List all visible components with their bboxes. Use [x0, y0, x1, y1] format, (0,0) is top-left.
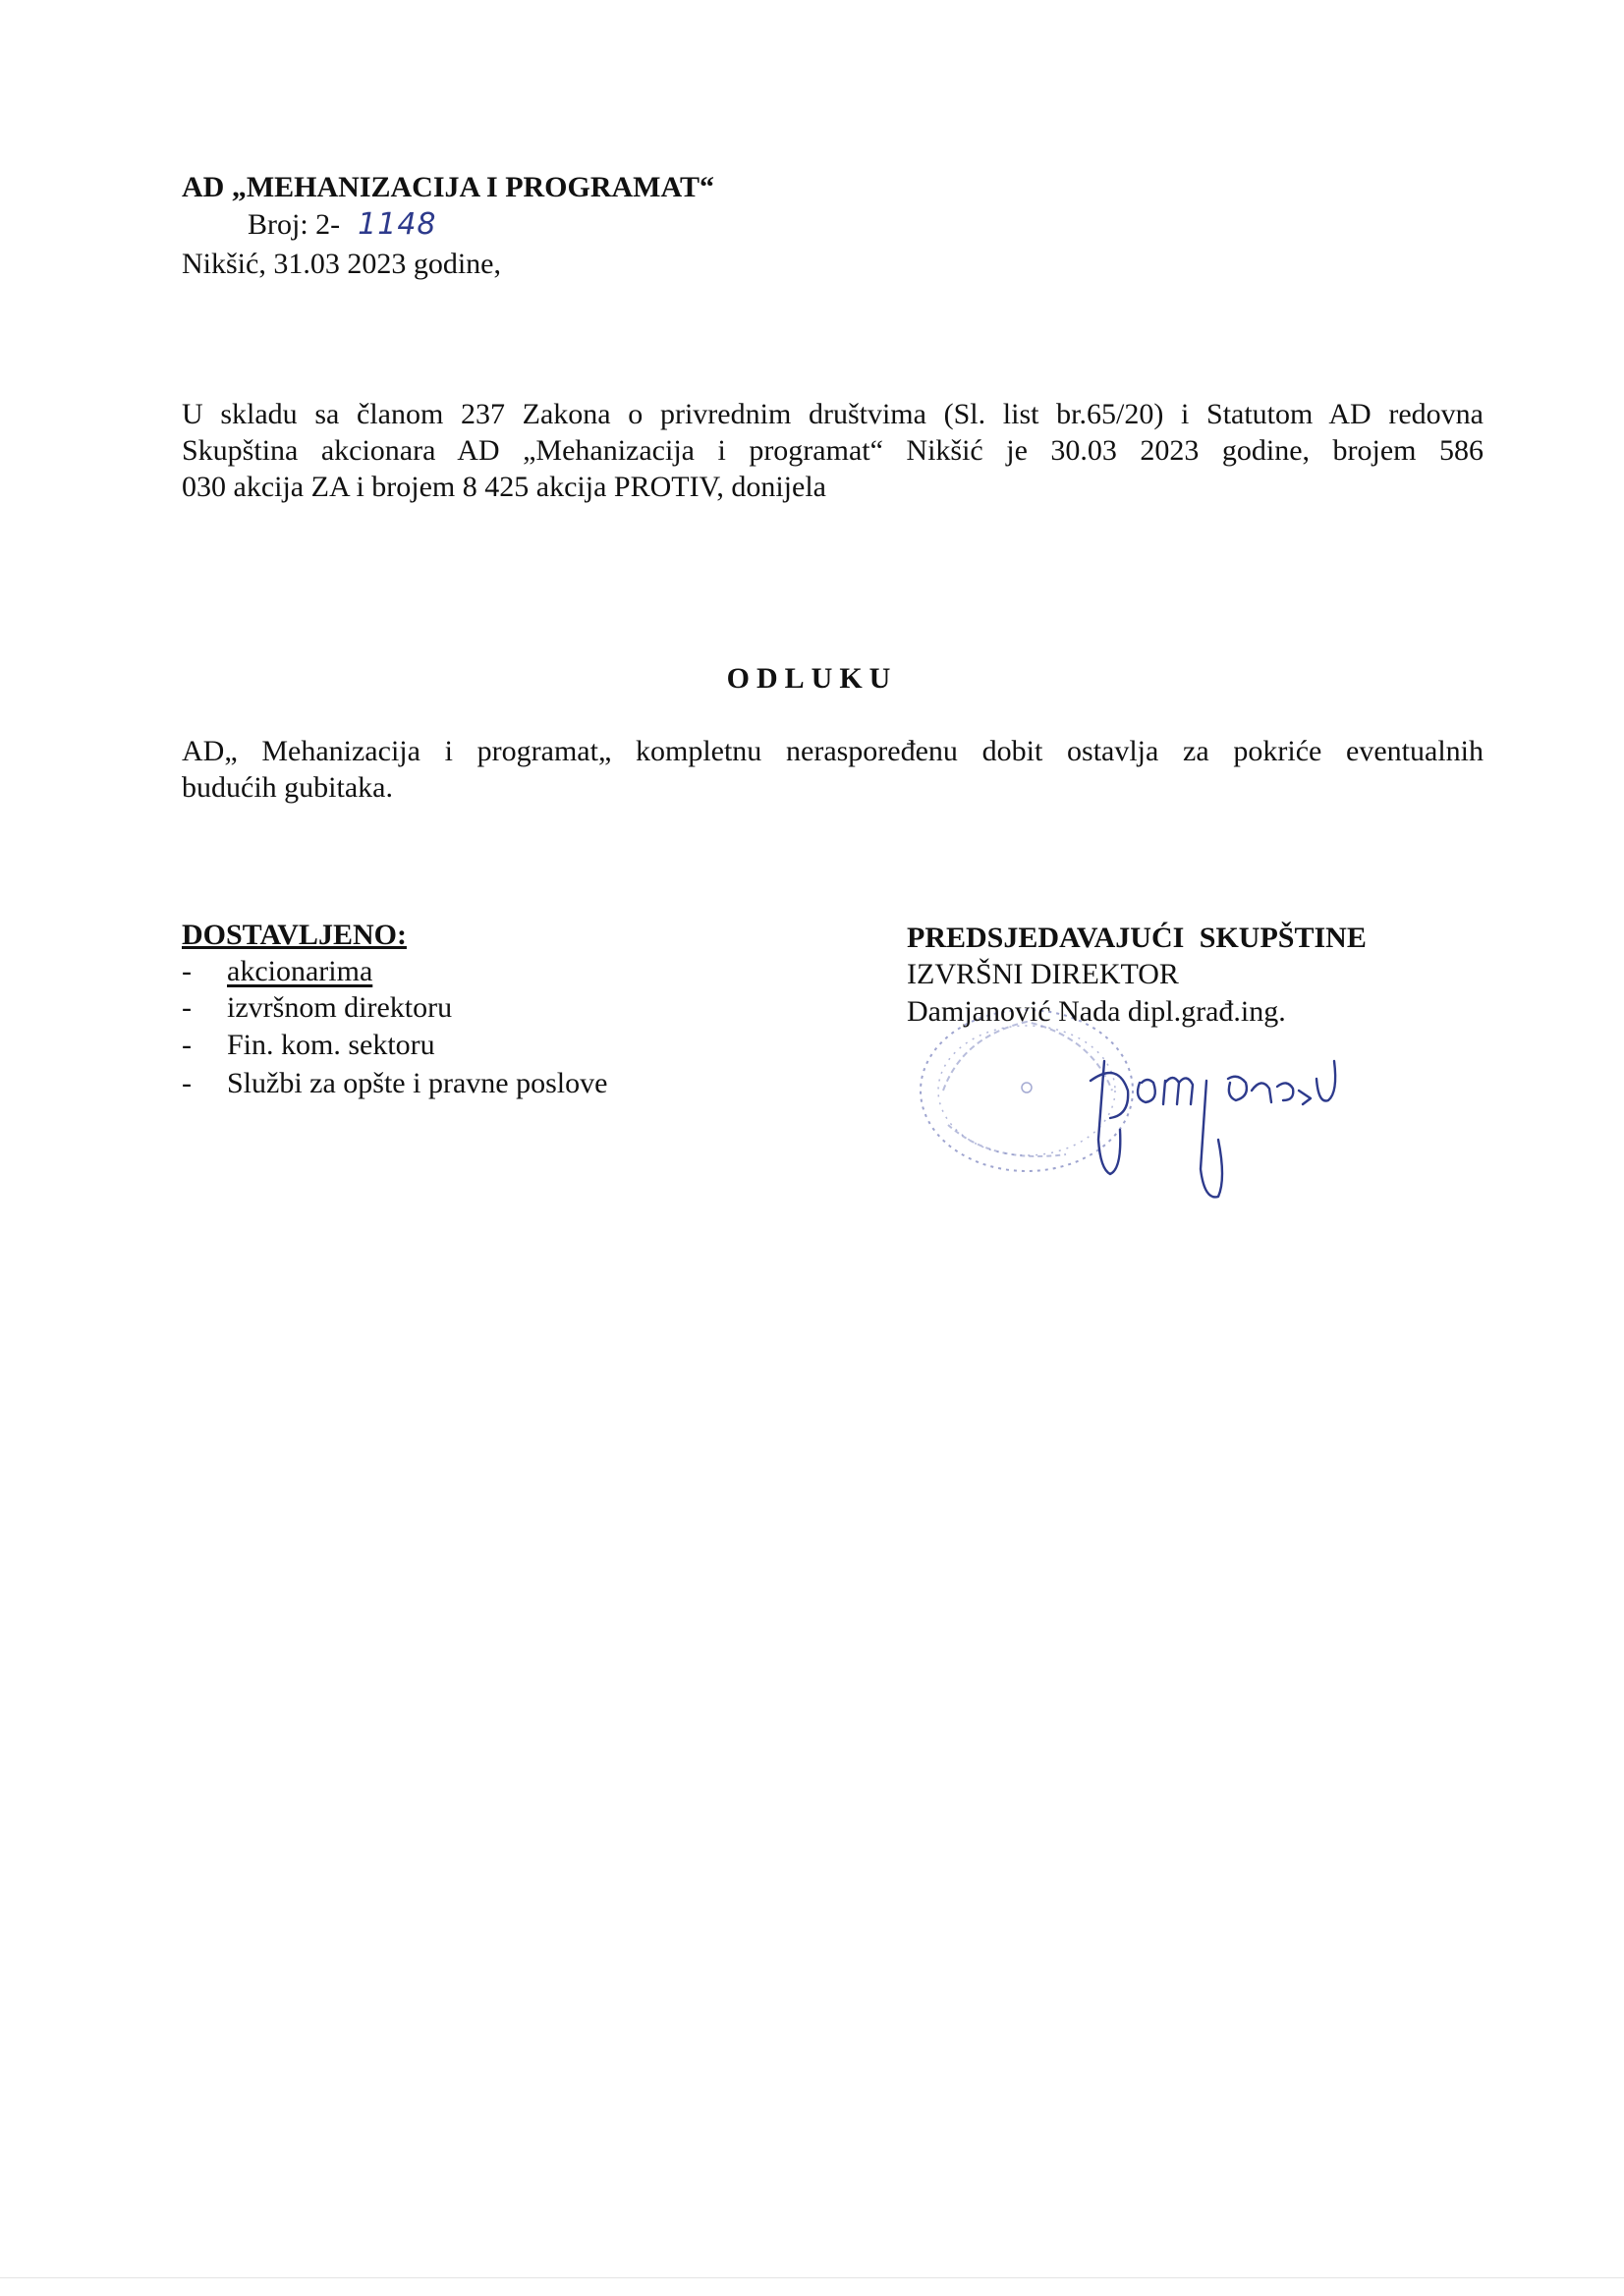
decision-title: ODLUKU — [726, 662, 898, 695]
distribution-item — [182, 1067, 607, 1100]
document-number-label: Broj: 2- — [248, 208, 341, 241]
bullet-dash: - — [182, 955, 192, 987]
distribution-title: DOSTAVLJENO: — [182, 919, 407, 951]
distribution-item-label: akcionarima — [227, 955, 373, 987]
distribution-item — [182, 991, 452, 1025]
bullet-dash: - — [182, 991, 192, 1024]
company-name: AD „MEHANIZACIJA I PROGRAMAT“ — [182, 171, 714, 203]
distribution-item-label: Fin. kom. sektoru — [227, 1029, 435, 1061]
intro-line: U skladu sa članom 237 Zakona o privrednim društvima (Sl. list br.65/20) i Statutom AD redovna — [182, 398, 1484, 430]
handwritten-signature — [1071, 1022, 1366, 1218]
decision-text-line: budućih gubitaka. — [182, 771, 393, 804]
distribution-item-label: Službi za opšte i pravne poslove — [227, 1067, 608, 1099]
intro-line: 030 akcija ZA i brojem 8 425 akcija PROTIV, donijela — [182, 471, 826, 503]
decision-text-line: AD„ Mehanizacija i programat„ kompletnu neraspoređenu dobit ostavlja za pokriće eventualnih — [182, 735, 1484, 767]
bullet-dash: - — [182, 1067, 192, 1099]
distribution-item-label: izvršnom direktoru — [227, 991, 453, 1024]
signatory-title: PREDSJEDAVAJUĆI SKUPŠTINE — [907, 922, 1367, 954]
signatory-role: IZVRŠNI DIREKTOR — [907, 958, 1179, 990]
scan-edge-line — [0, 2277, 1624, 2278]
document-number — [248, 207, 437, 242]
handwritten-number: 1148 — [358, 207, 437, 242]
distribution-item — [182, 955, 372, 988]
signatory-name: Damjanović Nada dipl.građ.ing. — [907, 995, 1286, 1028]
intro-line: Skupština akcionara AD „Mehanizacija i programat“ Nikšić je 30.03 2023 godine, brojem 586 — [182, 434, 1484, 467]
distribution-item — [182, 1029, 435, 1062]
place-date: Nikšić, 31.03 2023 godine, — [182, 248, 501, 280]
bullet-dash: - — [182, 1029, 192, 1061]
